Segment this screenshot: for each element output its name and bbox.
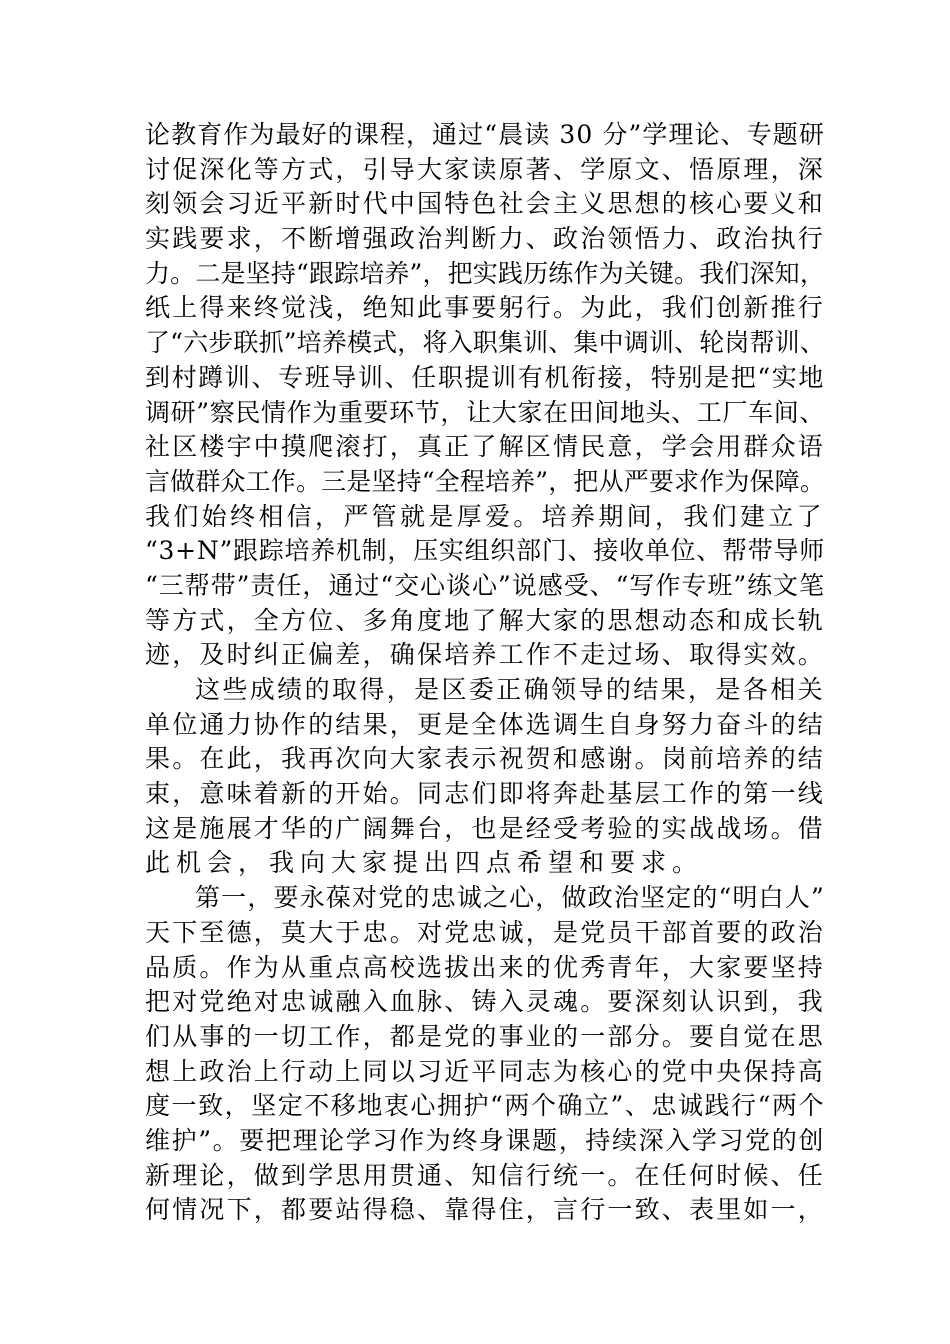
text-line: 了“六步联抓”培养模式，将入职集训、集中调训、轮岗帮训、 [145,328,825,358]
text-line: 迹，及时纠正偏差，确保培养工作不走过场、取得实效。 [145,640,825,670]
text-line: 天下至德，莫大于忠。对党忠诚，是党员干部首要的政治 [145,917,825,947]
text-line: 调研”察民情作为重要环节，让大家在田间地头、工厂车间、 [145,397,825,427]
text-line: 我们始终相信，严管就是厚爱。培养期间，我们建立了 [145,501,825,531]
text-line: 这是施展才华的广阔舞台，也是经受考验的实战战场。借 [145,813,825,843]
text-line: 讨促深化等方式，引导大家读原著、学原文、悟原理，深 [145,154,825,184]
text-line: 等方式，全方位、多角度地了解大家的思想动态和成长轨 [145,605,825,635]
text-line: 果。在此，我再次向大家表示祝贺和感谢。岗前培养的结 [145,744,825,774]
text-line: 新理论，做到学思用贯通、知信行统一。在任何时候、任 [145,1160,825,1190]
text-line: 社区楼宇中摸爬滚打，真正了解区情民意，学会用群众语 [145,432,825,462]
text-line: 刻领会习近平新时代中国特色社会主义思想的核心要义和 [145,189,825,219]
text-line: 品质。作为从重点高校选拔出来的优秀青年，大家要坚持 [145,952,825,982]
text-line: 想上政治上行动上同以习近平同志为核心的党中央保持高 [145,1056,825,1086]
paragraph-start-line: 这些成绩的取得，是区委正确领导的结果，是各相关 [195,675,825,704]
text-line: 实践要求，不断增强政治判断力、政治领悟力、政治执行 [145,224,825,254]
text-line: “三帮带”责任，通过“交心谈心”说感受、“写作专班”练文笔 [145,570,825,600]
text-line: 把对党绝对忠诚融入血脉、铸入灵魂。要深刻认识到，我 [145,987,825,1017]
text-line: “3+N”跟踪培养机制，压实组织部门、接收单位、帮带导师 [145,536,825,566]
text-line: 力。二是坚持“跟踪培养”，把实践历练作为关键。我们深知， [145,258,825,288]
text-line: 纸上得来终觉浅，绝知此事要躬行。为此，我们创新推行 [145,293,825,323]
text-line: 此机会，我向大家提出四点希望和要求。 [145,848,704,878]
text-line: 束，意味着新的开始。同志们即将奔赴基层工作的第一线 [145,779,825,809]
body-text [145,118,825,1228]
text-line: 论教育作为最好的课程，通过“晨读 30 分”学理论、专题研 [145,120,825,149]
paragraph-start-line: 第一，要永葆对党的忠诚之心，做政治坚定的“明白人” [195,883,825,913]
text-line: 度一致，坚定不移地衷心拥护“两个确立”、忠诚践行“两个 [145,1091,825,1121]
text-line: 到村蹲训、专班导训、任职提训有机衔接，特别是把“实地 [145,362,825,392]
text-line: 们从事的一切工作，都是党的事业的一部分。要自觉在思 [145,1021,825,1051]
text-line: 维护”。要把理论学习作为终身课题，持续深入学习党的创 [145,1125,825,1155]
text-line: 何情况下，都要站得稳、靠得住，言行一致、表里如一， [145,1195,825,1225]
text-line: 单位通力协作的结果，更是全体选调生自身努力奋斗的结 [145,709,825,739]
text-line: 言做群众工作。三是坚持“全程培养”，把从严要求作为保障。 [145,466,825,496]
